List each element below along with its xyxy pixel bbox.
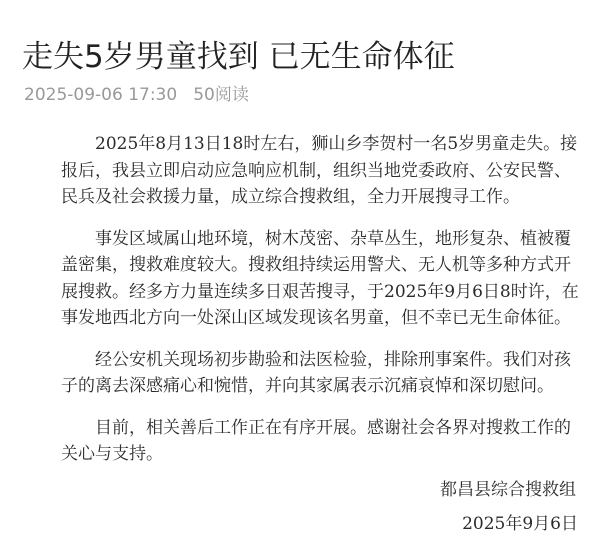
- article-paragraph: 2025年8月13日18时左右，狮山乡李贺村一名5岁男童走失。接报后，我县立即启动应急响应机制，组织当地党委政府、公安民警、民兵及社会救援力量，成立综合搜救组，全力开展搜寻工作。: [61, 134, 578, 207]
- signature-organization: 都昌县综合搜救组: [440, 480, 576, 500]
- article-body: [61, 131, 581, 468]
- signature-date: 2025年9月6日: [462, 514, 578, 534]
- article-paragraph: 经公安机关现场初步勘验和法医检验，排除刑事案件。我们对孩子的离去深感痛心和惋惜，并向其家属表示沉痛哀悼和深切慰问。: [61, 349, 571, 396]
- article-title: 走失5岁男童找到 已无生命体征: [22, 38, 455, 75]
- read-count: 50阅读: [193, 85, 249, 105]
- article-paragraph: 事发区域属山地环境，树木茂密、杂草丛生，地形复杂、植被覆盖密集，搜救难度较大。搜救组持续运用警犬、无人机等多种方式开展搜救。经多方力量连续多日艰苦搜寻，于2025年9月6日8时许，在事发地西北方向一处深山区域发现该名男童，但不幸已无生命体征。: [61, 228, 579, 328]
- publish-date: 2025-09-06 17:30: [24, 85, 178, 105]
- article-paragraph: 目前，相关善后工作正在有序开展。感谢社会各界对搜救工作的关心与支持。: [61, 417, 571, 464]
- article-meta: [24, 83, 249, 107]
